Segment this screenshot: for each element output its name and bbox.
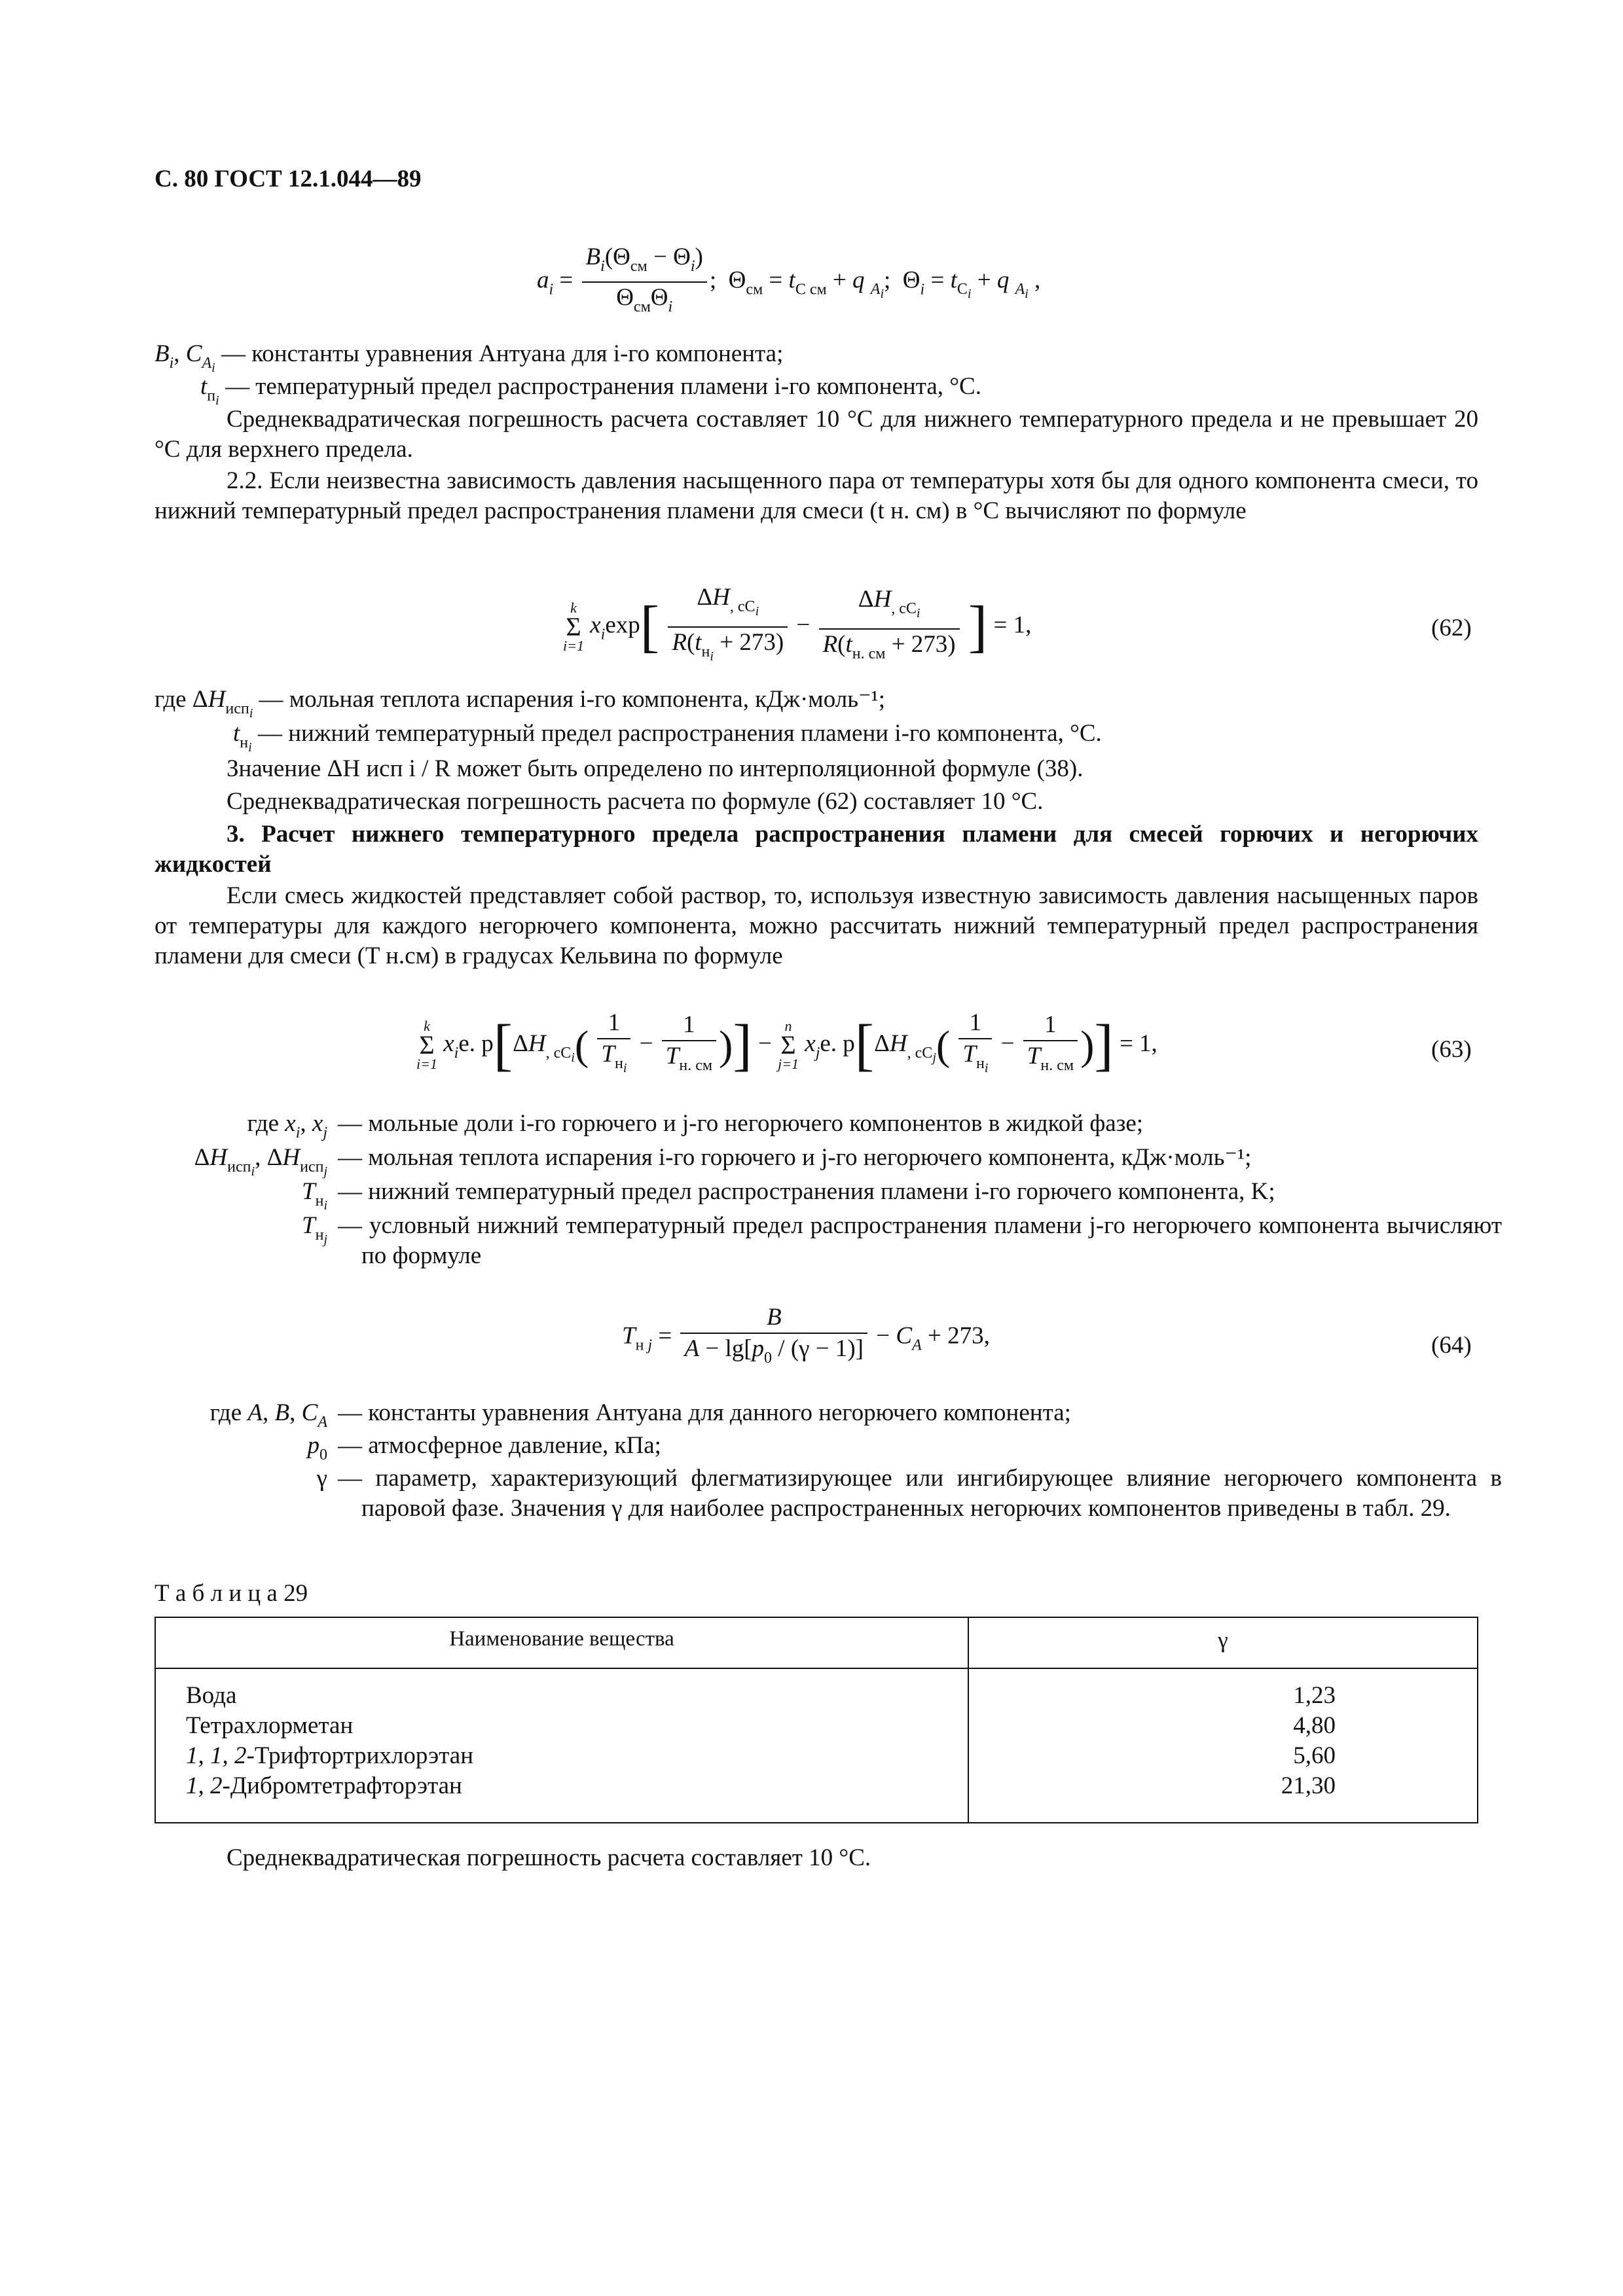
table-29 (155, 1617, 1478, 1823)
where-63-symbol-3: $T_{н_i}$ (302, 1178, 327, 1213)
paragraph-accuracy-62: Среднеквадратическая погрешность расчета по формуле (62) составляет 10 °С. (227, 788, 1044, 815)
where-63-line-2: — мольная теплота испарения i-го горючего и j-го негорючего компонента, кДж·моль⁻¹; (338, 1144, 1252, 1171)
table-row-name: Вода (186, 1682, 237, 1709)
table-29-header-gamma: γ (1218, 1627, 1228, 1653)
equation-number-62: (62) (1431, 615, 1472, 641)
paragraph-2-2: 2.2. Если неизвестна зависимость давления насыщенного пара от температуры хотя бы для одного компонента смеси, то нижний температурный предел распространения пламени для смеси (t н. см) в °С вычисляют по формуле (155, 467, 1478, 524)
where-62-line-2-text: — нижний температурный предел распространения пламени i-го компонента, °С. (251, 720, 1102, 747)
where-64-symbol-3: γ (316, 1465, 327, 1492)
where-64-line-2: — атмосферное давление, кПа; (338, 1432, 661, 1459)
table-29-caption: Т а б л и ц а 29 (155, 1580, 308, 1607)
formula-63: k Σ i=1 $x_ie$. $p[\Delta H_{, сС_i}$( $\frac{1}{T_{н_i}}$ − $\frac{1}{T_{н. см}}$ )] − n Σ j=1 $x_je$. $p[\Delta H_{, сС_j}$( $\frac{1}{T_{н_i}}$ − $\frac{1}{T_{н. см}}$ )] = 1, (416, 1009, 1158, 1077)
where-63-symbol-1: где $x_i$, $x_j$ (247, 1110, 327, 1141)
formula-62: k Σ i=1 $x_i\exp$[ $\frac{\Delta H_{, сС_i}}{R(t_{н_i} + 273)}$ − $\frac{\Delta H_{, сС_i}}{R(t_{н. см} + 273)}$ ] = 1, (563, 584, 1032, 664)
table-row-name: 1, 2-Дибромтетрафторэтан (186, 1772, 462, 1799)
where-63-symbol-4: $T_{н_j}$ (302, 1212, 327, 1247)
where-64-line-1: — константы уравнения Антуана для данного негорючего компонента; (338, 1399, 1071, 1426)
where-64-symbol-1: где A, B, $C_A$ (210, 1399, 327, 1431)
where-62-line-1: где $\Delta H_{исп_i}$ — мольная теплота испарения i-го компонента, кДж·моль⁻¹; (155, 686, 885, 721)
formula-ai: $a_i$ = $\frac{B_i(\Theta_{см} - \Theta_i)}{\Theta_{см}\Theta_i}$ ; $\Theta_{см} = t_{С см} + q$ $_{A_i}$; $\Theta_i = t_{С_i} + q$ $_{A_i}$ , (537, 243, 1041, 315)
where-64-symbol-2: $p_0$ (307, 1432, 327, 1463)
where-63-line-4: — условный нижний температурный предел распространения пламени j-го негорючего компонента вычисляют по формуле (338, 1212, 1502, 1269)
paragraph-accuracy-1: Среднеквадратическая погрешность расчета составляет 10 °С для нижнего температурного предела и не превышает 20 °С для верхнего предела. (155, 406, 1478, 463)
paragraph-solution: Если смесь жидкостей представляет собой раствор, то, используя известную зависимость давления насыщенных паров от температуры для каждого негорючего компонента, можно рассчитать нижний температурный предел распространения пламени для смеси (T н.см) в градусах Кельвина по формуле (155, 882, 1478, 969)
table-row-gamma: 1,23 (1293, 1682, 1336, 1709)
where-63-symbol-2: $\Delta H_{исп_i}$, $\Delta H_{исп_j}$ (194, 1144, 327, 1179)
formula-64: $T_{н j}$ = $\frac{B}{A - \lg[p_0 / (\gamma - 1)]}$ − $C_A + 273$, (622, 1304, 990, 1367)
page-header: С. 80 ГОСТ 12.1.044—89 (155, 166, 422, 192)
section-3-title: 3. Расчет нижнего температурного предела распространения пламени для смесей горючих и негорючих жидкостей (155, 821, 1478, 878)
where-63-line-3: — нижний температурный предел распространения пламени i-го горючего компонента, K; (338, 1178, 1275, 1205)
table-row-gamma: 21,30 (1281, 1772, 1336, 1799)
table-row-gamma: 4,80 (1293, 1712, 1336, 1739)
definition-tpi: $t_{п_i}$ — температурный предел распространения пламени i-го компонента, °С. (200, 373, 981, 408)
table-row-name: 1, 1, 2-Трифтортрихлорэтан (186, 1742, 474, 1769)
equation-number-63: (63) (1431, 1036, 1472, 1063)
where-63-line-1: — мольные доли i-го горючего и j-го негорючего компонентов в жидкой фазе; (338, 1110, 1144, 1137)
table-row-gamma: 5,60 (1293, 1742, 1336, 1769)
definition-tpi-text: — температурный предел распространения пламени i-го компонента, °С. (219, 373, 981, 400)
table-row-name: Тетрахлорметан (186, 1712, 354, 1739)
paragraph-value-38: Значение ΔH исп i / R может быть определено по интерполяционной формуле (38). (227, 755, 1084, 782)
where-64-line-3: — параметр, характеризующий флегматизирующее или ингибирующее влияние негорючего компонента в паровой фазе. Значения γ для наиболее распространенных негорючих компонентов приведены в табл. 29. (338, 1465, 1502, 1522)
where-62-line-2: $t_{н_i}$ — нижний температурный предел распространения пламени i-го компонента, °С. (233, 720, 1102, 755)
definition-bi-cai: $B_i$, $C_{A_i}$ — константы уравнения Антуана для i-го компонента; (155, 340, 784, 375)
equation-number-64: (64) (1431, 1332, 1472, 1359)
table-29-header-divider (156, 1668, 1477, 1669)
table-29-header-name: Наименование вещества (449, 1627, 674, 1651)
where-62-line-1-text: — мольная теплота испарения i-го компонента, кДж·моль⁻¹; (253, 686, 885, 713)
paragraph-final-accuracy: Среднеквадратическая погрешность расчета составляет 10 °С. (227, 1844, 871, 1871)
definition-bi-cai-text: — константы уравнения Антуана для i-го компонента; (215, 340, 784, 367)
